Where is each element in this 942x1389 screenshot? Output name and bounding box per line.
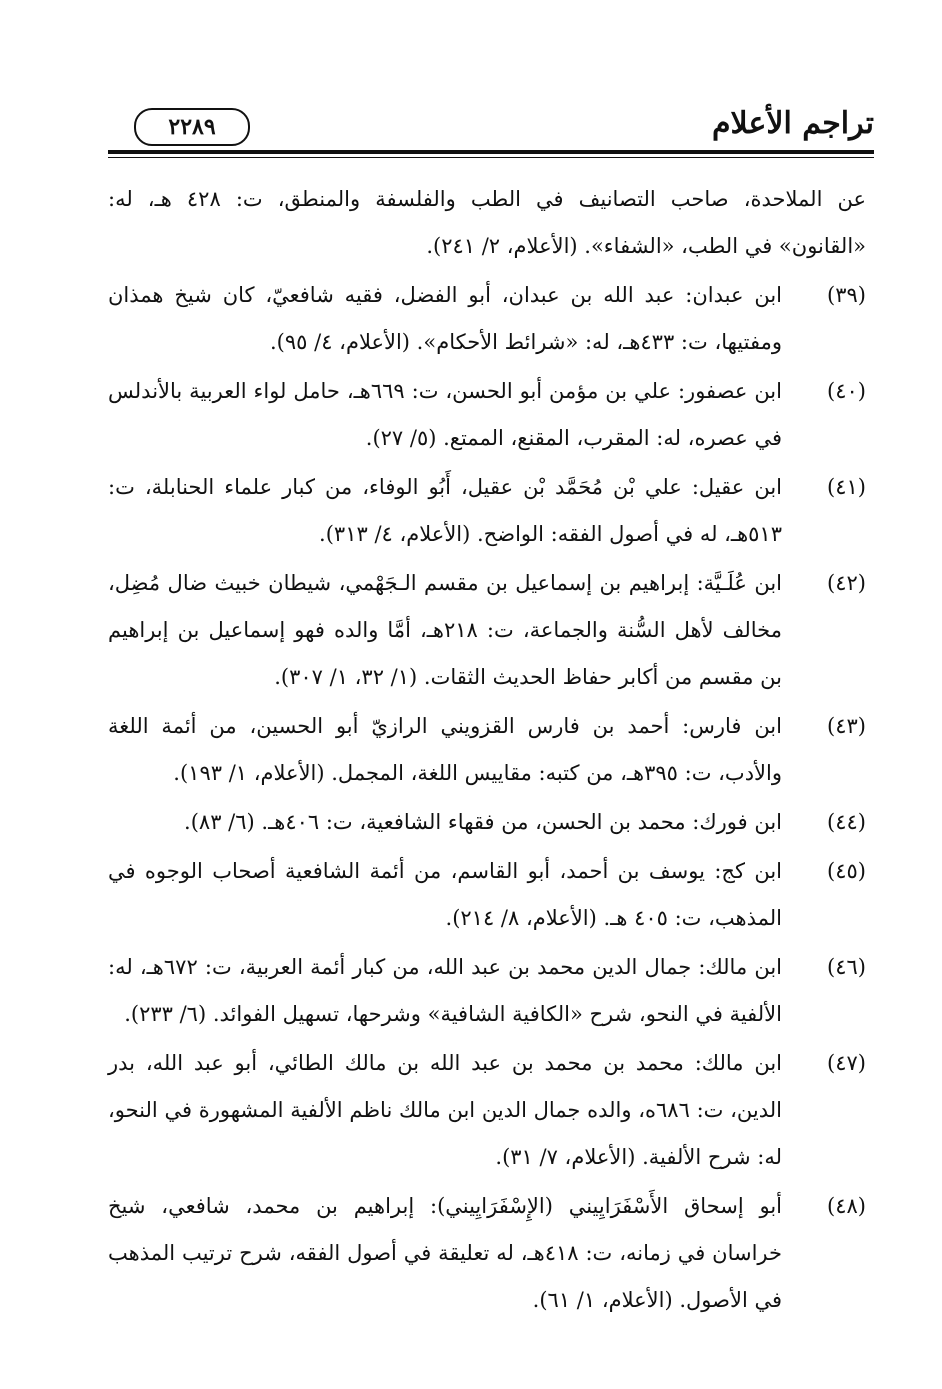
entry-text: ابن فورك: محمد بن الحسن، من فقهاء الشافعية، ت: ٤٠٦هـ. (٦/ ٨٣).: [184, 810, 782, 834]
entry-number: (٣٩): [827, 283, 866, 307]
page-body: [108, 176, 866, 1326]
entry-text: ابن فارس: أحمد بن فارس القزويني الرازيّ أبو الحسين، من أئمة اللغة والأدب، ت: ٣٩٥هـ، من كتبه: مقاييس اللغة، المجمل. (الأعلام، ١/ ١٩٣).: [108, 714, 782, 785]
entry-39: [108, 272, 866, 366]
page-header: [108, 96, 874, 152]
entry-text: ابن عصفور: علي بن مؤمن أبو الحسن، ت: ٦٦٩هـ، حامل لواء العربية بالأندلس في عصره، له: المقرب، المقنع، الممتع. (٥/ ٢٧).: [108, 379, 782, 450]
entry-number: (٤٤): [827, 810, 866, 834]
entry-40: [108, 368, 866, 462]
entry-text: ابن عبدان: عبد الله بن عبدان، أبو الفضل، فقيه شافعيّ، كان شيخ همذان ومفتيها، ت: ٤٣٣هـ، له: «شرائط الأحكام». (الأعلام، ٤/ ٩٥).: [108, 283, 782, 354]
header-rule-thick: [108, 150, 874, 154]
page-title: تراجم الأعلام: [711, 106, 874, 141]
entry-number: (٤٨): [827, 1194, 866, 1218]
entry-number: (٤٣): [827, 714, 866, 738]
entry-number: (٤٢): [827, 571, 866, 595]
entry-45: [108, 848, 866, 942]
entry-43: [108, 703, 866, 797]
header-rule-thin: [108, 157, 874, 158]
page-number-badge: ٢٢٨٩: [134, 108, 250, 146]
continued-entry: [108, 176, 866, 270]
entry-46: [108, 944, 866, 1038]
entry-number: (٤٦): [827, 955, 866, 979]
entry-text: عن الملاحدة، صاحب التصانيف في الطب والفلسفة والمنطق، ت: ٤٢٨ هـ، له: «القانون» في الطب، «الشفاء». (الأعلام، ٢/ ٢٤١).: [108, 187, 866, 258]
entry-text: أبو إسحاق الأَسْفَرَايِيني (الإِسْفَرَايِيني): إبراهيم بن محمد، شافعي، شيخ خراسان في زمانه، ت: ٤١٨هـ، له تعليقة في أصول الفقه، شرح ترتيب المذهب في الأصول. (الأعلام، ١/ ٦١).: [108, 1194, 782, 1312]
entry-number: (٤٧): [827, 1051, 866, 1075]
entry-text: ابن عُلَـيَّة: إبراهيم بن إسماعيل بن مقسم الـجَهْمي، شيطان خبيث ضال مُضِل، مخالف لأهل السُّنة والجماعة، ت: ٢١٨هـ، أمَّا والده فهو إسماعيل بن إبراهيم بن مقسم من أكابر حفاظ الحديث الثقات. (١/ ٣٢، ١/ ٣٠٧).: [108, 571, 782, 689]
entry-text: ابن مالك: محمد بن محمد بن عبد الله بن مالك الطائي، أبو عبد الله، بدر الدين، ت: ٦٨٦ه، والده جمال الدين ابن مالك ناظم الألفية المشهورة في النحو، له: شرح الألفية. (الأعلام، ٧/ ٣١).: [108, 1051, 783, 1169]
entry-text: ابن عقيل: علي بْن مُحَمَّد بْن عقيل، أَبُو الوفاء، من كبار علماء الحنابلة، ت: ٥١٣هـ، له في أصول الفقه: الواضح. (الأعلام، ٤/ ٣١٣).: [108, 475, 782, 546]
entry-44: [108, 799, 866, 846]
entry-41: [108, 464, 866, 558]
entry-42: [108, 560, 866, 701]
entry-number: (٤٥): [827, 859, 866, 883]
entry-number: (٤١): [827, 475, 866, 499]
entry-number: (٤٠): [827, 379, 866, 403]
entry-47: [108, 1040, 866, 1181]
entry-text: ابن مالك: جمال الدين محمد بن عبد الله، من كبار أئمة العربية، ت: ٦٧٢هـ، له: الألفية في النحو، شرح «الكافية الشافية» وشرحها، تسهيل الفوائد. (٦/ ٢٣٣).: [108, 955, 782, 1026]
entry-text: ابن كج: يوسف بن أحمد، أبو القاسم، من أئمة الشافعية أصحاب الوجوه في المذهب، ت: ٤٠٥ هـ. (الأعلام، ٨/ ٢١٤).: [108, 859, 782, 930]
entry-48: [108, 1183, 866, 1324]
